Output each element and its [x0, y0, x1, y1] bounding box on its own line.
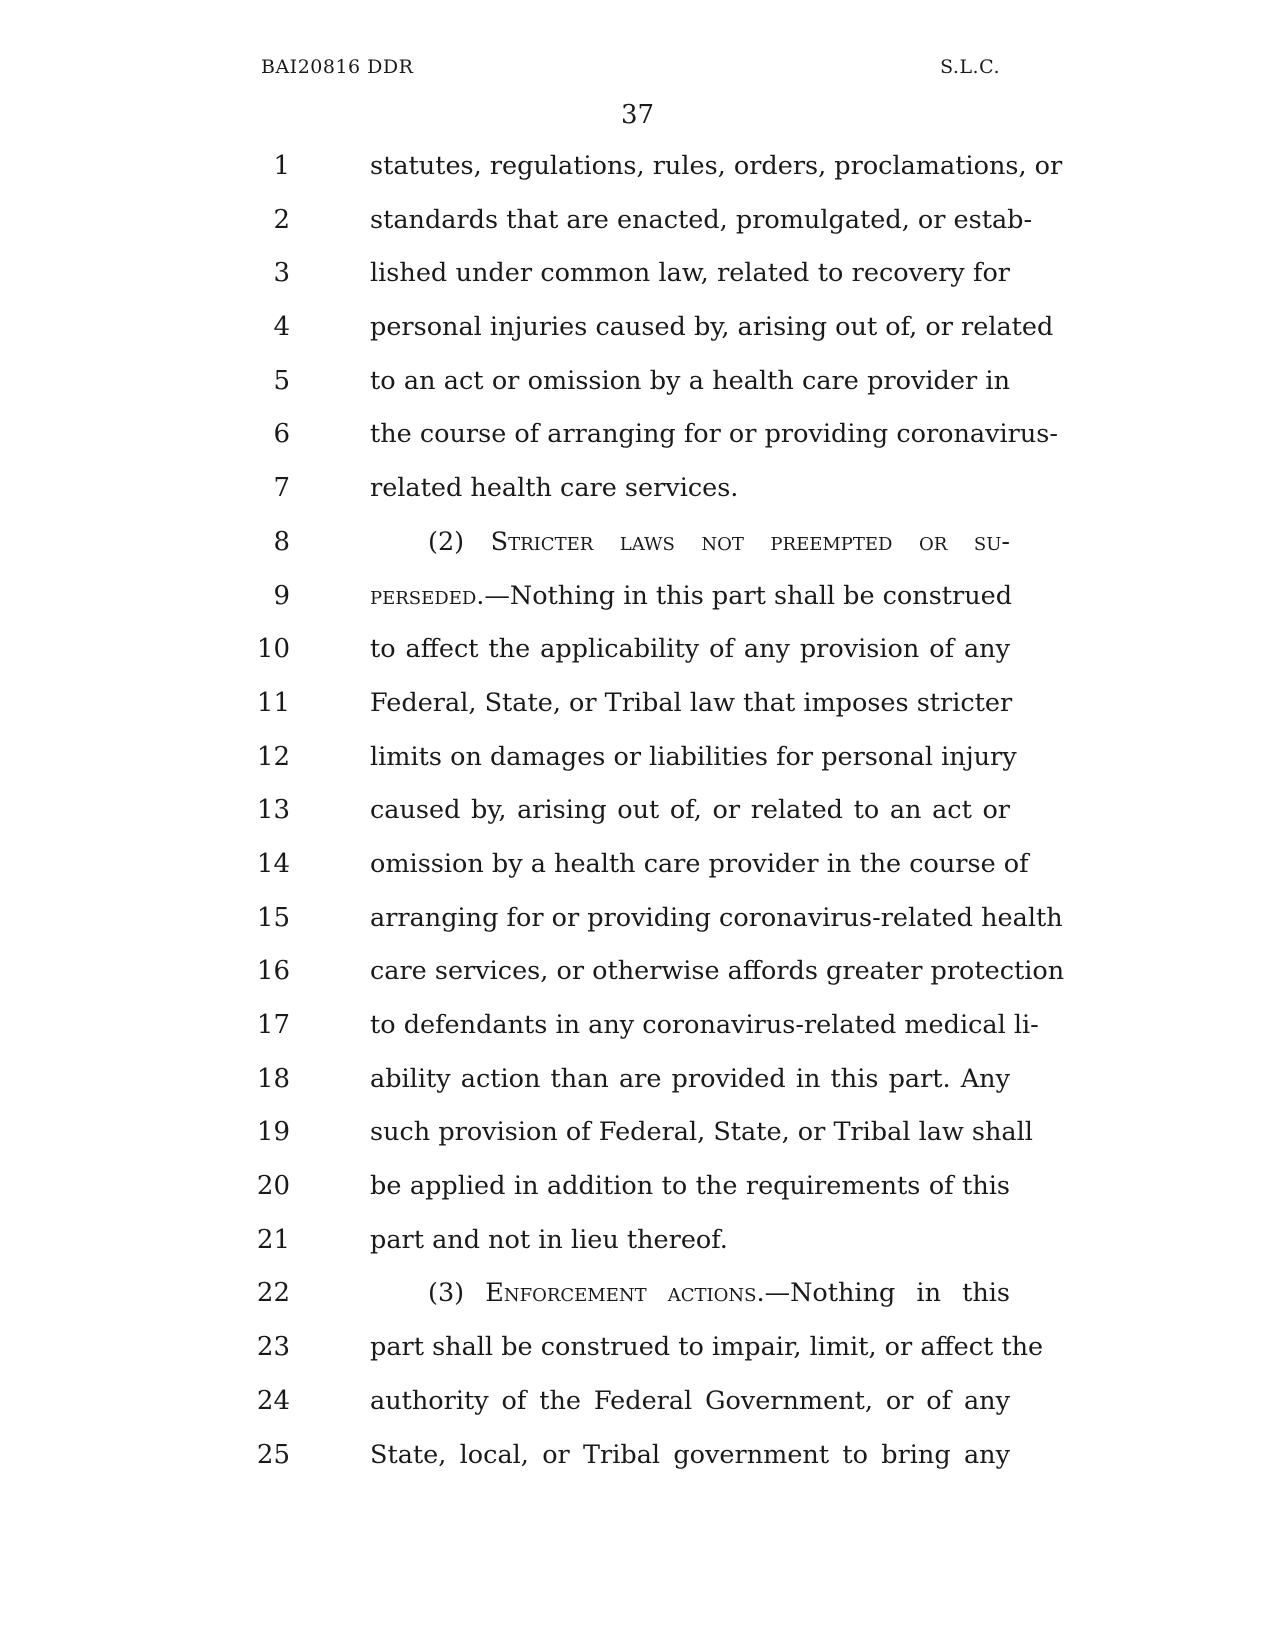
line-number: 7	[273, 473, 290, 504]
line-text: such provision of Federal, State, or Tribal law shall	[370, 1117, 1033, 1148]
line-number: 23	[256, 1332, 290, 1363]
line-number: 15	[256, 902, 290, 933]
line-text: the course of arranging for or providing coronavirus-	[370, 419, 1059, 450]
line-number: 17	[256, 1010, 290, 1040]
line-text: care services, or otherwise affords greater protection	[370, 956, 1065, 987]
text-line	[0, 947, 1275, 1001]
text-line	[0, 1323, 1275, 1377]
text-line	[0, 894, 1275, 948]
text-line	[0, 786, 1275, 840]
line-number: 13	[256, 795, 290, 826]
text-line	[0, 518, 1275, 572]
text-line	[0, 840, 1275, 894]
text-line	[0, 572, 1275, 626]
line-number: 22	[256, 1278, 290, 1309]
line-text: omission by a health care provider in the course of	[370, 848, 1029, 879]
text-line	[0, 410, 1275, 464]
line-text: part shall be construed to impair, limit, or affect the	[370, 1332, 1044, 1363]
paragraph-heading: perseded	[370, 580, 477, 611]
document-classification: S.L.C.	[940, 56, 1000, 78]
text-line	[0, 196, 1275, 250]
line-number: 5	[273, 365, 290, 396]
text-line	[0, 1001, 1275, 1055]
paragraph-heading: Enforcement actions	[485, 1278, 757, 1309]
line-text: statutes, regulations, rules, orders, proclamations, or	[370, 151, 1063, 181]
line-number: 4	[273, 312, 290, 343]
paragraph-number: (3)	[428, 1278, 486, 1309]
line-number: 9	[273, 580, 290, 611]
text-line	[0, 1216, 1275, 1270]
text-line	[0, 464, 1275, 518]
paragraph-heading: Stricter laws not preempted or su-	[490, 526, 1010, 557]
paragraph-number: (2)	[428, 526, 491, 557]
line-number: 2	[273, 204, 290, 235]
line-text	[370, 526, 1010, 558]
text-line	[0, 1108, 1275, 1162]
line-text-remainder: .—Nothing in this	[756, 1278, 1011, 1309]
text-line	[0, 679, 1275, 733]
text-line	[0, 249, 1275, 303]
line-text: to affect the applicability of any provision of any	[370, 634, 1010, 665]
text-line	[0, 1162, 1275, 1216]
line-text: related health care services.	[370, 473, 739, 504]
line-number: 11	[256, 687, 290, 718]
line-text: ability action than are provided in this part. Any	[370, 1063, 1010, 1094]
text-line	[0, 625, 1275, 679]
line-text-remainder: .—Nothing in this part shall be construed	[476, 580, 1013, 611]
line-number: 10	[256, 634, 290, 665]
line-number: 25	[256, 1439, 290, 1470]
line-number: 12	[256, 741, 290, 772]
line-number: 3	[273, 258, 290, 289]
line-number: 20	[256, 1171, 290, 1202]
page-number: 37	[620, 100, 655, 130]
line-text: arranging for or providing coronavirus-related health	[370, 902, 1063, 933]
line-number: 21	[256, 1224, 290, 1255]
text-line	[0, 733, 1275, 787]
text-line	[0, 142, 1275, 196]
line-number: 1	[273, 151, 290, 181]
line-text: State, local, or Tribal government to bring any	[370, 1439, 1010, 1470]
line-text	[370, 1277, 1010, 1309]
line-text: standards that are enacted, promulgated, or estab-	[370, 204, 1033, 235]
line-text: lished under common law, related to recovery for	[370, 258, 1010, 289]
text-line	[0, 1055, 1275, 1109]
text-line	[0, 357, 1275, 411]
document-id: BAI20816 DDR	[261, 56, 414, 78]
line-number: 16	[256, 956, 290, 987]
line-text: caused by, arising out of, or related to an act or	[370, 795, 1010, 826]
line-number: 19	[256, 1117, 290, 1148]
line-text: to defendants in any coronavirus-related medical li-	[370, 1010, 1039, 1040]
line-text: part and not in lieu thereof.	[370, 1224, 728, 1255]
line-text: Federal, State, or Tribal law that imposes stricter	[370, 687, 1013, 718]
line-text: to an act or omission by a health care provider in	[370, 365, 1010, 396]
line-numbered-text	[0, 142, 1275, 1484]
text-line	[0, 1377, 1275, 1431]
line-text	[370, 580, 1013, 612]
line-number: 14	[256, 848, 290, 879]
line-number: 18	[256, 1063, 290, 1094]
line-text: limits on damages or liabilities for personal injury	[370, 741, 1017, 772]
line-text: personal injuries caused by, arising out of, or related	[370, 312, 1054, 343]
line-number: 8	[273, 526, 290, 557]
text-line	[0, 303, 1275, 357]
text-line	[0, 1431, 1275, 1485]
line-text: authority of the Federal Government, or of any	[370, 1385, 1010, 1416]
line-text: be applied in addition to the requirements of this	[370, 1171, 1010, 1202]
text-line	[0, 1269, 1275, 1323]
line-number: 6	[273, 419, 290, 450]
line-number: 24	[256, 1385, 290, 1416]
